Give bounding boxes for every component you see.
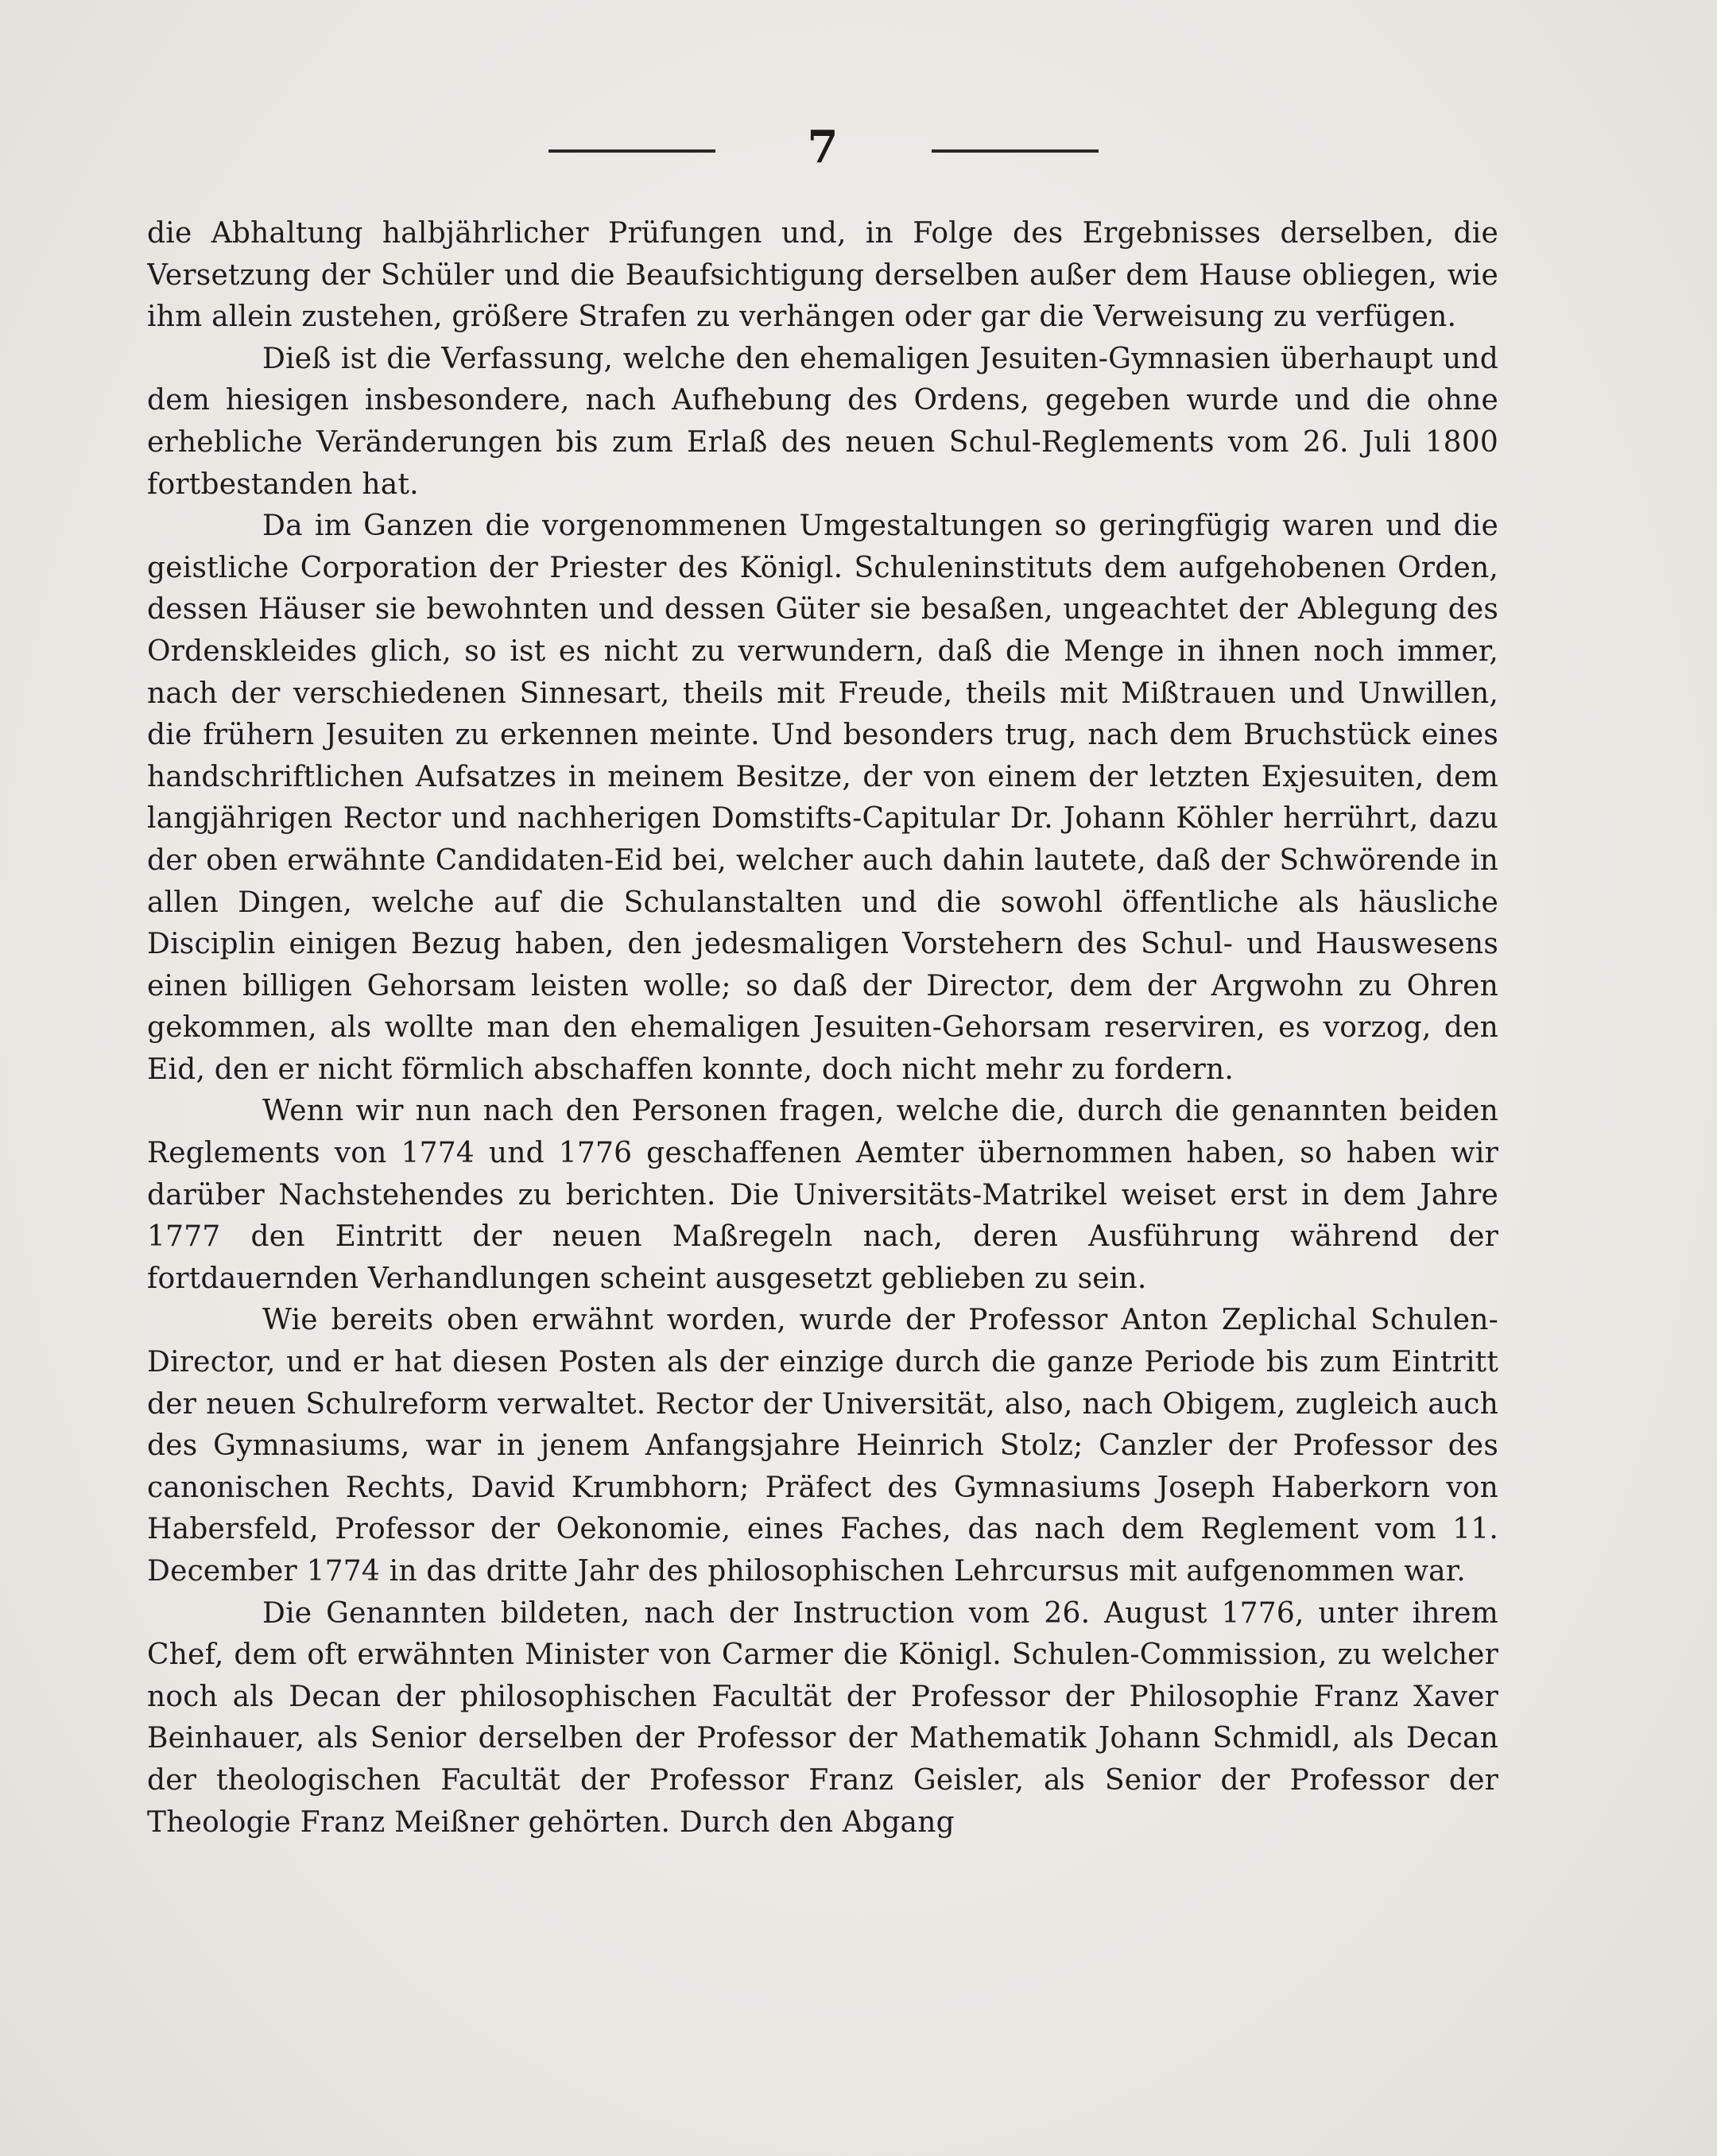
paragraph-4: Wenn wir nun nach den Personen fragen, welche die, durch die genannten beiden Reglements von 1774 und 1776 geschaffenen Aemter übernommen haben, so haben wir darüber Nachstehendes zu berichten. Die Universitäts-Matrikel weiset erst in dem Jahre 1777 den Eintritt der neuen Maßregeln nach, deren Ausführung während der fortdauernden Verhandlungen scheint ausgesetzt geblieben zu sein. (147, 1095, 1498, 1295)
header-rule-right (932, 149, 1099, 153)
page-number: 7 (807, 121, 839, 173)
paragraph-3: Da im Ganzen die vorgenommenen Umgestaltungen so geringfügig waren und die geistliche Corporation der Priester des Königl. Schuleninstituts dem aufgehobenen Orden, dessen Häuser sie bewohnten und dessen Güter sie besaßen, ungeachtet der Ablegung des Ordenskleides glich, so ist es nicht zu verwundern, daß die Menge in ihnen noch immer, nach der verschiedenen Sinnesart, theils mit Freude, theils mit Mißtrauen und Unwillen, die frühern Jesuiten zu erkennen meinte. Und besonders trug, nach dem Bruchstück eines handschriftlichen Aufsatzes in meinem Besitze, der von einem der letzten Exjesuiten, dem langjährigen Rector und nachherigen Domstifts-Capitular Dr. Johann Köhler herrührt, dazu der oben erwähnte Candidaten-Eid bei, welcher auch dahin lautete, daß der Schwörende in allen Dingen, welche auf die Schulanstalten und die sowohl öffentliche als häusliche Disciplin einigen Bezug haben, den jedesmaligen Vorstehern des Schul- und Hauswesens einen billigen Gehorsam leisten wolle; so daß der Director, dem der Argwohn zu Ohren gekommen, als wollte man den ehemaligen Jesuiten-Gehorsam reserviren, es vorzog, den Eid, den er nicht förmlich abschaffen konnte, doch nicht mehr zu fordern. (147, 510, 1498, 1086)
paragraph-6: Die Genannten bildeten, nach der Instruction vom 26. August 1776, unter ihrem Chef, dem oft erwähnten Minister von Carmer die Königl. Schulen-Commission, zu welcher noch als Decan der philosophischen Facultät der Professor der Philosophie Franz Xaver Beinhauer, als Senior derselben der Professor der Mathematik Johann Schmidl, als Decan der theologischen Facultät der Professor Franz Geisler, als Senior der Professor der Theologie Franz Meißner gehörten. Durch den Abgang (147, 1596, 1498, 1839)
header-rule-left (548, 149, 715, 153)
body-text (147, 213, 1498, 1946)
paragraph-5: Wie bereits oben erwähnt worden, wurde der Professor Anton Zeplichal Schulen-Director, und er hat diesen Posten als der einzige durch die ganze Periode bis zum Eintritt der neuen Schulreform verwaltet. Rector der Universität, also, nach Obigem, zugleich auch des Gymnasiums, war in jenem Anfangsjahre Heinrich Stolz; Canzler der Professor des canonischen Rechts, David Krumbhorn; Präfect des Gymnasiums Joseph Haberkorn von Habersfeld, Professor der Oekonomie, eines Faches, das nach dem Reglement vom 11. December 1774 in das dritte Jahr des philosophischen Lehrcursus mit aufgenommen war. (147, 1304, 1498, 1588)
paragraph-1: die Abhaltung halbjährlicher Prüfungen und, in Folge des Ergebnisses derselben, die Versetzung der Schüler und die Beaufsichtigung derselben außer dem Hause obliegen, wie ihm allein zustehen, größere Strafen zu verhängen oder gar die Verweisung zu verfügen. (147, 217, 1498, 334)
paragraph-2: Dieß ist die Verfassung, welche den ehemaligen Jesuiten-Gymnasien überhaupt und dem hiesigen insbesondere, nach Aufhebung des Ordens, gegeben wurde und die ohne erhebliche Veränderungen bis zum Erlaß des neuen Schul-Reglements vom 26. Juli 1800 fortbestanden hat. (147, 342, 1498, 501)
page-header (0, 119, 1717, 183)
